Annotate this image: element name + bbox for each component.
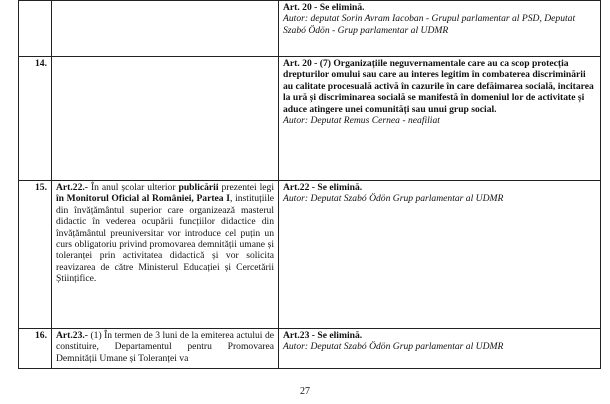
amendment-author: Autor: deputat Sorin Avram Iacoban - Grupul parlamentar al PSD, Deputat Szabó Ödön - Grup parlamentar al UDMR bbox=[283, 13, 576, 36]
original-text-cell bbox=[52, 1, 279, 57]
original-text: Art.22.- În anul școlar ulterior publicării prezentei legi în Monitorul Oficial al României, Partea I, instituțiile din învățământul superior care organizează masterul didactic în vederea ocupării funcțiilor didactice din învățământul preuniversitar vor introduce cel puțin un curs obligatoriu privind promovarea demnității umane și toleranței prin activitatea didactică și vor solicita reavizarea de către Ministerul Educației și Cercetării Științifice. bbox=[56, 182, 274, 285]
amendment-title: Art.23 - Se elimină. bbox=[283, 330, 363, 341]
amendment-title: Art. 20 - Se elimină. bbox=[283, 2, 365, 13]
row-number: 16. bbox=[19, 329, 52, 369]
amendment-cell bbox=[279, 1, 601, 57]
table-row bbox=[19, 181, 601, 329]
amendments-table bbox=[18, 0, 601, 369]
table-row bbox=[19, 329, 601, 369]
amendment-cell bbox=[279, 181, 601, 329]
page-number: 27 bbox=[300, 386, 310, 397]
amendment-text: Art. 20 - (7) Organizațiile neguvernamentale care au ca scop protecția drepturilor omului sau care au interes legitim în combaterea discriminării au calitate procesuală activă în cazurile în care defăimarea socială, incitarea la ură și discriminarea socială se manifestă în domeniul lor de activitate și aduce atingere unei comunități sau unui grup social. bbox=[283, 58, 594, 115]
row-number: 14. bbox=[19, 57, 52, 181]
amendment-author: Autor: Deputat Szabó Ödön Grup parlamentar al UDMR bbox=[283, 341, 504, 353]
amendment-cell bbox=[279, 57, 601, 181]
amendment-author: Autor: Deputat Szabó Ödön Grup parlamentar al UDMR bbox=[283, 193, 504, 205]
amendment-cell bbox=[279, 329, 601, 369]
article-label: Art.22.- bbox=[56, 182, 88, 193]
table-row bbox=[19, 57, 601, 181]
amendment-author: Autor: Deputat Remus Cernea - neafiliat bbox=[283, 115, 440, 127]
original-text-cell bbox=[52, 329, 279, 369]
row-number: 15. bbox=[19, 181, 52, 329]
original-text: Art.23.- (1) În termen de 3 luni de la emiterea actului de constituire, Departamentul pentru Promovarea Demnității Umane și Toleranței va bbox=[56, 330, 274, 364]
amendment-title: Art.22 - Se elimină. bbox=[283, 182, 363, 193]
table-row bbox=[19, 1, 601, 57]
row-number bbox=[19, 1, 52, 57]
original-text-cell bbox=[52, 181, 279, 329]
original-text-cell bbox=[52, 57, 279, 181]
article-label: Art.23.- bbox=[56, 330, 88, 341]
